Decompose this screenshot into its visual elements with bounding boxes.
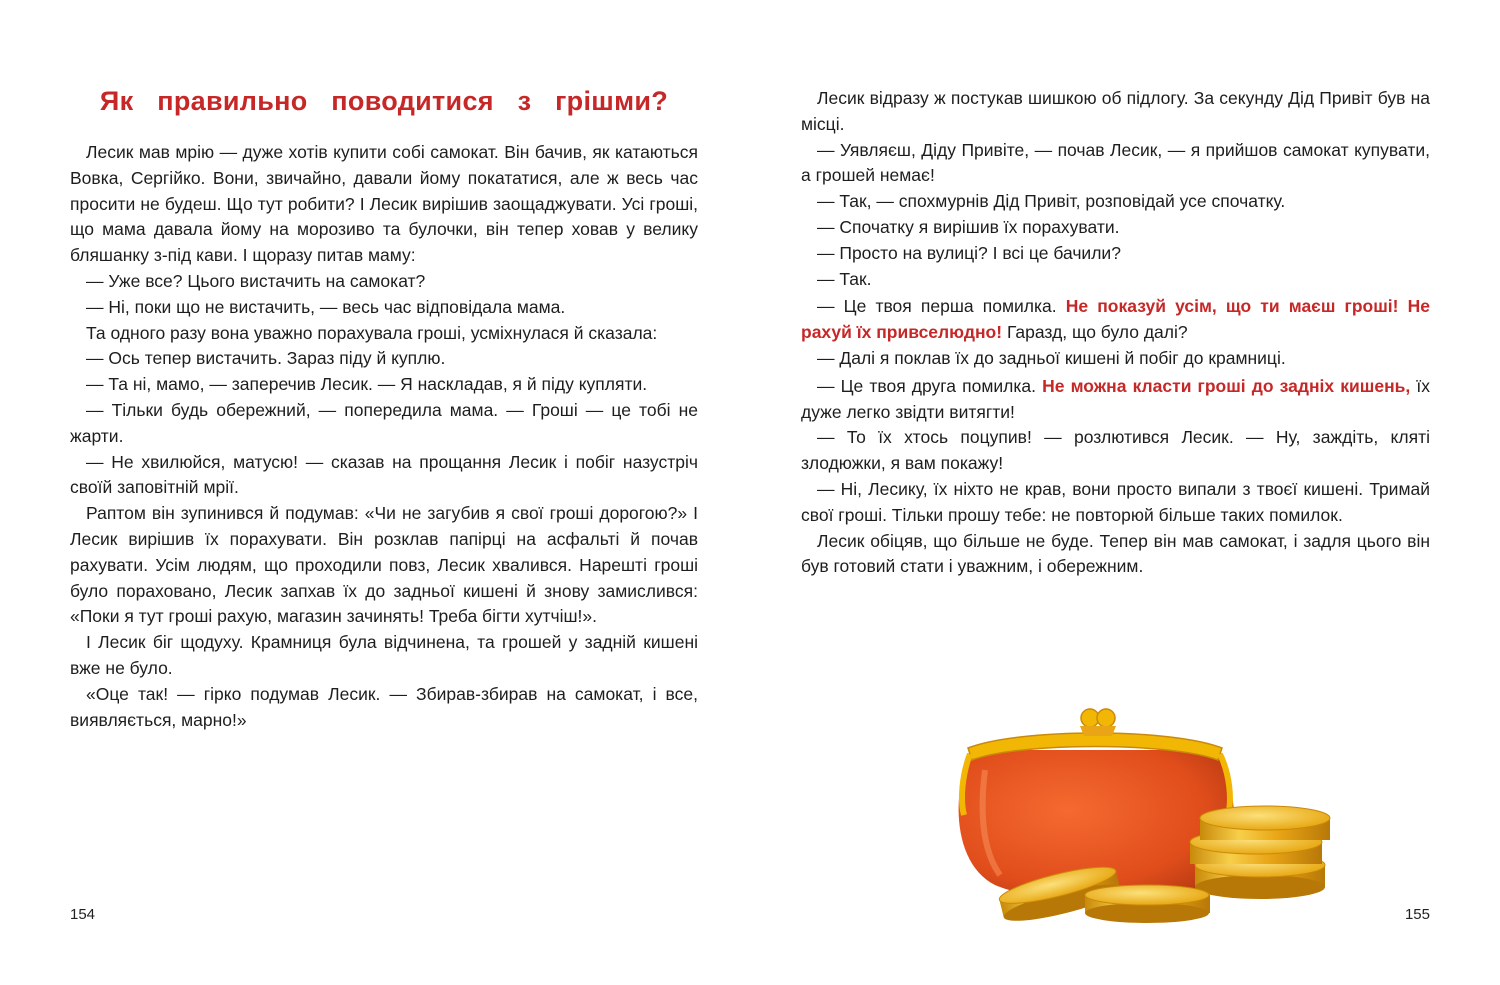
paragraph: — Так. xyxy=(817,268,872,289)
paragraph: Лесик відразу ж постукав шишкою об підлогу. За секунду Дід Привіт був на місці. xyxy=(801,88,1430,134)
paragraph: — Ось тепер вистачить. Зараз піду й куплю. xyxy=(86,348,446,369)
paragraph: — Так, — спохмурнів Дід Привіт, розповідай усе спочатку. xyxy=(817,191,1286,212)
paragraph: Лесик обіцяв, що більше не буде. Тепер він мав самокат, і задля цього він був готовий стати і уважним, і обережним. xyxy=(801,530,1430,577)
paragraph: — Не хвилюйся, матусю! — сказав на прощання Лесик і побіг назустріч своїй заповітній мрії. xyxy=(70,451,698,498)
paragraph: Лесик мав мрію — дуже хотів купити собі самокат. Він бачив, як катаються Вовка, Сергійко. Вони, звичайно, давали йому покататися, але ж весь час просити не будеш. Що тут робити? І Лесик вирішив заощаджувати. Усі гроші, що мама давала йому на морозиво та булочки, він тепер ховав у велику бляшанку з-під кави. І щоразу питав маму: xyxy=(70,142,698,266)
paragraph: Раптом він зупинився й подумав: «Чи не загубив я свої гроші дорогою?» І Лесик вирішив їх порахувати. Він розклав папірці на асфальті й почав рахувати. Усім людям, що проходили повз, Лесик хвалився. Нарешті гроші було пораховано, Лесик запхав їх до задньої кишені й знову замислився: «Поки я тут гроші рахую, магазин зачинять! Треба бігти хутчіш!». xyxy=(70,503,698,627)
paragraph: — То їх хтось поцупив! — розлютився Лесик. — Ну, заждіть, кляті злодюжки, я вам покажу! xyxy=(801,427,1430,474)
paragraph: — Ні, поки що не вистачить, — весь час відповідала мама. xyxy=(86,296,566,317)
page-title: Як правильно поводитися з грішми? xyxy=(99,86,669,116)
paragraph: — Ні, Лесику, їх ніхто не крав, вони просто випали з твоєї кишені. Тримай свої гроші. Тільки прошу тебе: не повторюй більше таких помилок. xyxy=(801,478,1430,525)
paragraph: — Уявляєш, Діду Привіте, — почав Лесик, — я прийшов самокат купувати, а грошей немає! xyxy=(801,139,1430,186)
right-page xyxy=(750,0,1500,985)
paragraph: Та одного разу вона уважно порахувала гроші, усміхнулася й сказала: xyxy=(86,322,658,343)
paragraph-with-highlight xyxy=(801,294,1430,346)
highlighted-advice: Не показуй усім, що ти маєш гроші! Не рахуй їх привселюдно! xyxy=(801,296,1431,343)
paragraph-with-highlight xyxy=(801,374,1430,426)
text: — Це твоя друга помилка. xyxy=(817,375,1043,396)
purse-with-coins-illustration xyxy=(940,690,1340,930)
text: їх дуже легко звідти витягти! xyxy=(801,375,1430,422)
paragraph: — Уже все? Цього вистачить на самокат? xyxy=(86,270,426,291)
page-number-right: 155 xyxy=(1404,906,1430,923)
paragraph: — Далі я поклав їх до задньої кишені й побіг до крамниці. xyxy=(817,347,1286,368)
text: Гаразд, що було далі? xyxy=(1002,322,1188,343)
paragraph: І Лесик біг щодуху. Крамниця була відчинена, та грошей у задній кишені вже не було. xyxy=(70,632,698,678)
paragraph: — Просто на вулиці? І всі це бачили? xyxy=(817,242,1121,263)
coin-stack-icon xyxy=(1190,806,1330,899)
text: — Це твоя перша помилка. xyxy=(817,296,1066,317)
right-text-column xyxy=(801,86,1430,580)
paragraph: «Оце так! — гірко подумав Лесик. — Збирав-збирав на самокат, і все, виявляється, марно!» xyxy=(70,683,698,730)
paragraph: — Тільки будь обережний, — попередила мама. — Гроші — це тобі не жарти. xyxy=(70,399,698,446)
page-number-left: 154 xyxy=(70,906,96,923)
paragraph: — Та ні, мамо, — заперечив Лесик. — Я наскладав, я й піду купляти. xyxy=(86,374,648,395)
highlighted-advice: Не можна класти гроші до задніх кишень, xyxy=(1042,375,1411,396)
left-text-column xyxy=(70,140,698,733)
paragraph: — Спочатку я вирішив їх порахувати. xyxy=(817,216,1120,237)
